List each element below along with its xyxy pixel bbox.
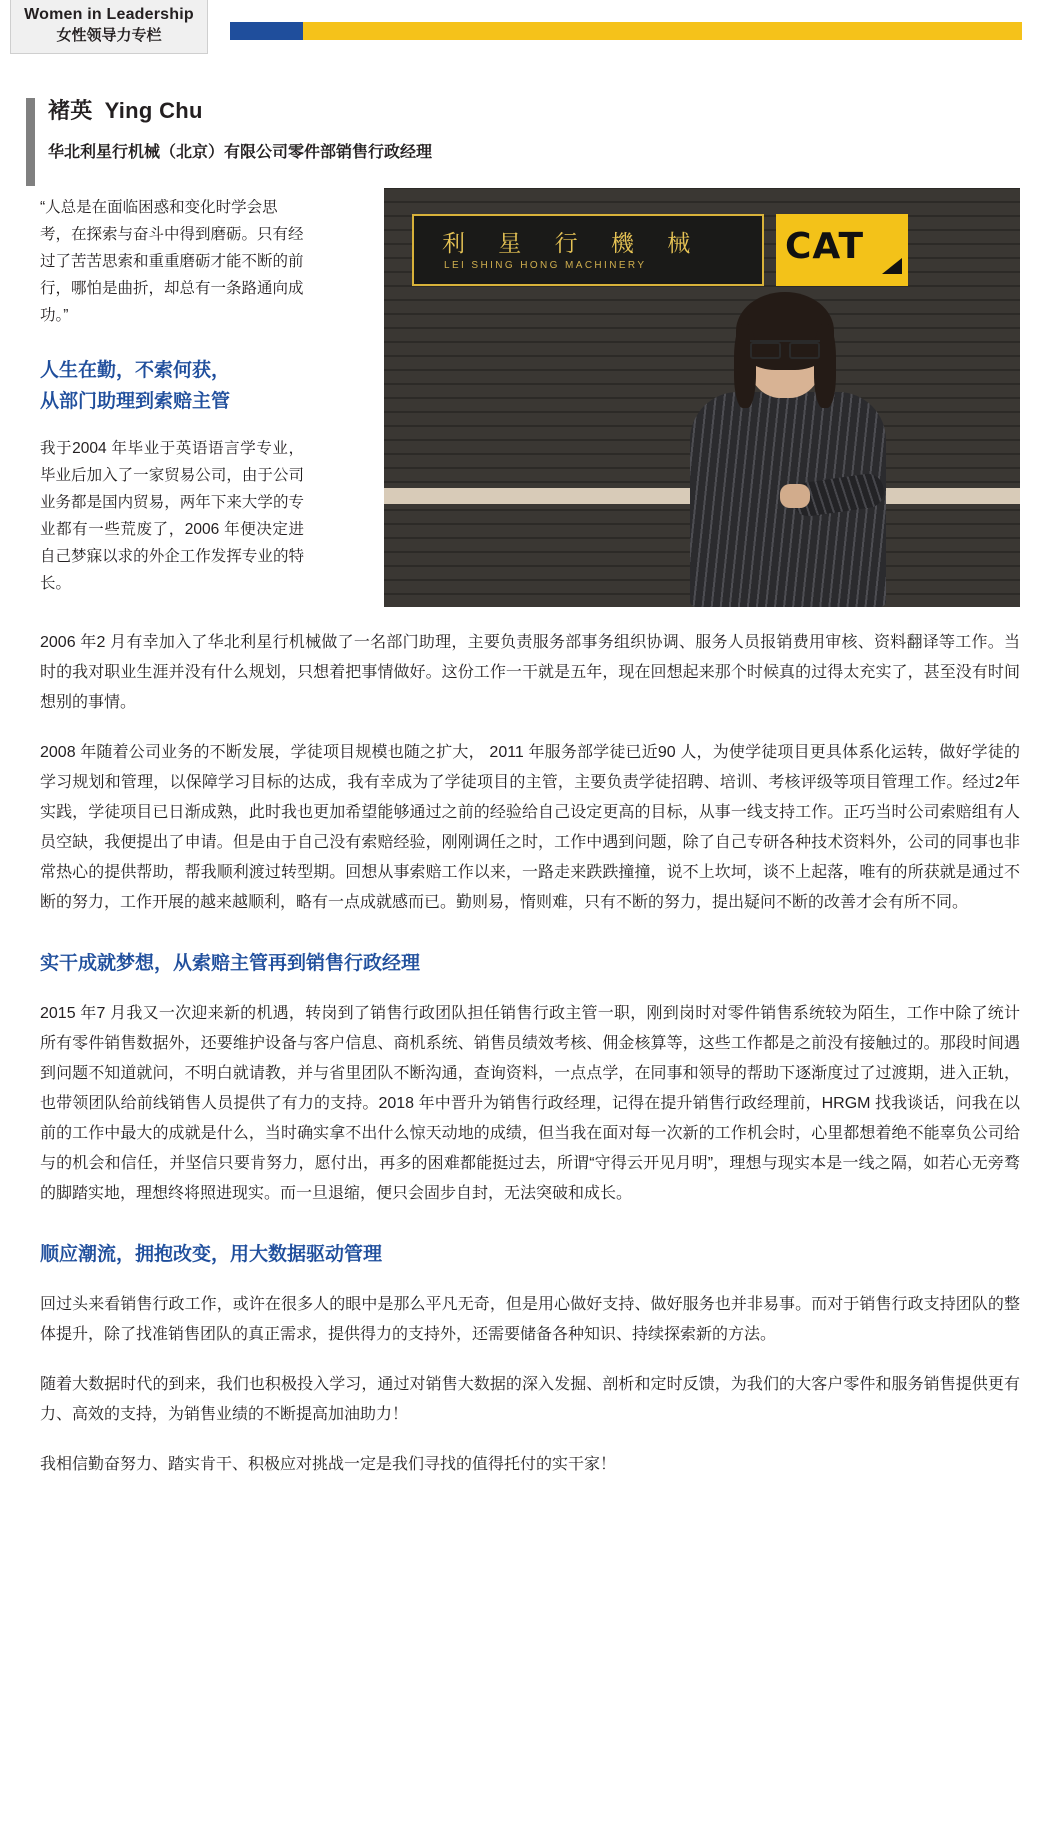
section-heading-1 bbox=[40, 355, 304, 417]
section-heading-1-line2: 从部门助理到索赔主管 bbox=[40, 391, 231, 412]
paragraph-2: 2006 年2 月有幸加入了华北利星行机械做了一名部门助理，主要负责服务部事务组织协调、服务人员报销费用审核、资料翻译等工作。当时的我对职业生涯并没有什么规划，只想着把事情做好。这份工作一干就是五年，现在回想起来那个时候真的过得太充实了，甚至没有时间想别的事情。 bbox=[40, 634, 1020, 711]
section-tab-label-cn: 女性领导力专栏 bbox=[56, 27, 162, 44]
article-title-block bbox=[0, 96, 1048, 166]
intro-row bbox=[40, 188, 1020, 608]
photo-person-glasses bbox=[750, 340, 820, 356]
portrait-photo bbox=[384, 188, 1020, 607]
company-sign bbox=[412, 214, 764, 286]
paragraph-6: 随着大数据时代的到来，我们也积极投入学习，通过对销售大数据的深入发掘、剖析和定时反馈，为我们的大客户零件和服务销售提供更有力、高效的支持，为销售业绩的不断提高加油助力！ bbox=[40, 1376, 1020, 1423]
paragraph-5: 回过头来看销售行政工作，或许在很多人的眼中是那么平凡无奇，但是用心做好支持、做好服务也并非易事。而对于销售行政支持团队的整体提升，除了找准销售团队的真正需求，提供得力的支持外，还需要储备各种知识、持续探索新的方法。 bbox=[40, 1296, 1020, 1343]
cat-logo bbox=[776, 214, 908, 286]
photo-person-hand bbox=[780, 484, 810, 508]
section-tab bbox=[10, 0, 208, 54]
person-role: 华北利星行机械（北京）有限公司零件部销售行政经理 bbox=[48, 144, 433, 161]
section-heading-3: 顺应潮流，拥抱改变，用大数据驱动管理 bbox=[40, 1244, 383, 1265]
paragraph-7: 我相信勤奋努力、踏实肯干、积极应对挑战一定是我们寻找的值得托付的实干家！ bbox=[40, 1456, 617, 1473]
person-name-cn: 褚英 bbox=[48, 98, 93, 123]
pull-quote: “人总是在面临困惑和变化时学会思考，在探索与奋斗中得到磨砺。只有经过了苦苦思索和重重磨砺才能不断的前行，哪怕是曲折，却总有一条路通向成功。” bbox=[40, 199, 304, 324]
company-sign-cn: 利 星 行 機 械 bbox=[442, 231, 704, 257]
paragraph-3: 2008 年随着公司业务的不断发展，学徒项目规模也随之扩大， 2011 年服务部学徒已近90 人，为使学徒项目更具体系化运转，做好学徒的学习规划和管理，以保障学习目标的达成，我有幸成为了学徒项目的主管，主要负责学徒招聘、培训、考核评级等项目管理工作。经过2年实践，学徒项目已日渐成熟，此时我也更加希望能够通过之前的经验给自己设定更高的目标，从事一线支持工作。正巧当时公司索赔组有人员空缺，我便提出了申请。但是由于自己没有索赔经验，刚刚调任之时，工作中遇到问题，除了自己专研各种技术资料外，公司的同事也非常热心的提供帮助，帮我顺利渡过转型期。回想从事索赔工作以来，一路走来跌跌撞撞，说不上坎坷，谈不上起落，唯有的所获就是通过不断的努力，工作开展的越来越顺利，略有一点成就感而已。勤则易，惰则难，只有不断的努力，提出疑问不断的改善才会有所不同。 bbox=[40, 744, 1020, 911]
header-accent-bar-yellow bbox=[303, 22, 1022, 40]
section-heading-2: 实干成就梦想，从索赔主管再到销售行政经理 bbox=[40, 953, 421, 974]
company-sign-en: LEI SHING HONG MACHINERY bbox=[444, 260, 647, 271]
cat-logo-text: CAT bbox=[785, 226, 865, 267]
section-heading-1-line1: 人生在勤，不索何获， bbox=[40, 360, 231, 381]
title-accent-rule bbox=[26, 98, 35, 186]
photo-person bbox=[684, 296, 892, 607]
paragraph-1: 我于2004 年毕业于英语语言学专业，毕业后加入了一家贸易公司，由于公司业务都是国内贸易，两年下来大学的专业都有一些荒废了，2006 年便决定进自己梦寐以求的外企工作发挥专业的特长。 bbox=[40, 440, 304, 592]
photo-person-hair-right bbox=[814, 324, 836, 408]
person-name-en: Ying Chu bbox=[104, 98, 203, 123]
person-name bbox=[48, 96, 1048, 126]
article-content bbox=[0, 166, 1048, 1520]
intro-left-column bbox=[40, 188, 304, 597]
photo-person-hair-left bbox=[734, 324, 756, 408]
section-tab-label-en: Women in Leadership bbox=[24, 6, 194, 23]
page-header bbox=[0, 0, 1048, 62]
paragraph-4: 2015 年7 月我又一次迎来新的机遇，转岗到了销售行政团队担任销售行政主管一职，刚到岗时对零件销售系统较为陌生，工作中除了统计所有零件销售数据外，还要维护设备与客户信息、商机系统、销售员绩效考核、佣金核算等，这些工作都是之前没有接触过的。那段时间遇到问题不知道就问，不明白就请教，并与省里团队不断沟通，查询资料，一点点学，在同事和领导的帮助下逐渐度过了过渡期，进入正轨，也带领团队给前线销售人员提供了有力的支持。2018 年中晋升为销售行政经理，记得在提升销售行政经理前，HRGM 找我谈话，问我在以前的工作中最大的成就是什么，当时确实拿不出什么惊天动地的成绩，但当我在面对每一次新的工作机会时，心里都想着绝不能辜负公司给与的机会和信任，并坚信只要肯努力，愿付出，再多的困难都能挺过去，所谓“守得云开见月明”，理想与现实本是一线之隔，如若心无旁骛的脚踏实地，理想终将照进现实。而一旦退缩，便只会固步自封，无法突破和成长。 bbox=[40, 1005, 1020, 1202]
header-accent-bar-blue bbox=[230, 22, 303, 40]
cat-logo-triangle bbox=[882, 258, 902, 274]
